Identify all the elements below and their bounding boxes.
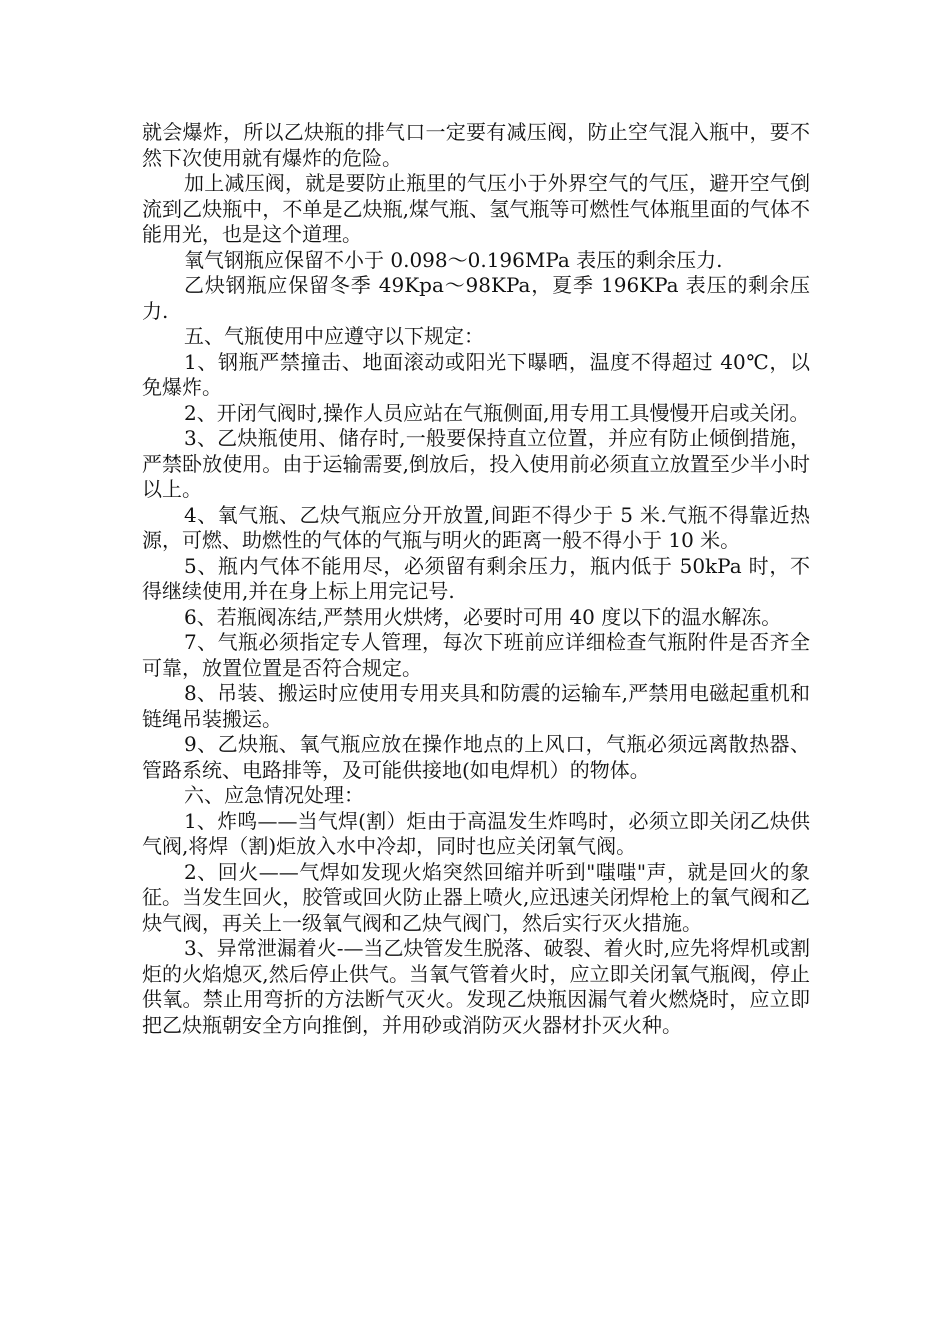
- rule-item-5: 5、瓶内气体不能用尽，必须留有剩余压力，瓶内低于 50kPa 时，不得继续使用,并在身上标上用完记号.: [142, 553, 810, 603]
- rule-item-7: 7、气瓶必须指定专人管理，每次下班前应详细检查气瓶附件是否齐全可靠，放置位置是否符合规定。: [142, 630, 810, 680]
- rule-item-3: 3、乙炔瓶使用、储存时,一般要保持直立位置，并应有防止倾倒措施，严禁卧放使用。由于运输需要,倒放后，投入使用前必须直立放置至少半小时以上。: [142, 426, 810, 501]
- rule-item-6: 6、若瓶阀冻结,严禁用火烘烤，必要时可用 40 度以下的温水解冻。: [184, 604, 782, 629]
- rule-item-1: 1、钢瓶严禁撞击、地面滚动或阳光下曝晒，温度不得超过 40℃，以免爆炸。: [142, 349, 810, 399]
- emergency-item-2: 2、回火——气焊如发现火焰突然回缩并听到"嗤嗤"声，就是回火的象征。当发生回火，胶管或回火防止器上喷火,应迅速关闭焊枪上的氧气阀和乙炔气阀，再关上一级氧气阀和乙炔气阀门，然后实行灭火措施。: [142, 859, 810, 935]
- paragraph-oxygen-residual: 氧气钢瓶应保留不小于 0.098～0.196MPa 表压的剩余压力.: [184, 247, 723, 272]
- section-heading-emergency: 六、应急情况处理：: [184, 783, 364, 807]
- paragraph-pressure-valve: 加上减压阀，就是要防止瓶里的气压小于外界空气的气压，避开空气倒流到乙炔瓶中，不单是乙炔瓶,煤气瓶、氢气瓶等可燃性气体瓶里面的气体不能用光，也是这个道理。: [142, 171, 810, 246]
- rule-item-9: 9、乙炔瓶、氧气瓶应放在操作地点的上风口，气瓶必须远离散热器、管路系统、电路排等，及可能供接地(如电焊机）的物体。: [142, 732, 810, 782]
- paragraph-acetylene-residual: 乙炔钢瓶应保留冬季 49Kpa～98KPa，夏季 196KPa 表压的剩余压力.: [142, 273, 810, 323]
- section-heading-usage-rules: 五、气瓶使用中应遵守以下规定：: [184, 324, 484, 348]
- rule-item-4: 4、氧气瓶、乙炔气瓶应分开放置,间距不得少于 5 米.气瓶不得靠近热源，可燃、助燃性的气体的气瓶与明火的距离一般不得小于 10 米。: [142, 502, 810, 552]
- paragraph-continuation: 就会爆炸，所以乙炔瓶的排气口一定要有减压阀，防止空气混入瓶中，要不然下次使用就有爆炸的危险。: [142, 120, 810, 170]
- rule-item-2: 2、开闭气阀时,操作人员应站在气瓶侧面,用专用工具慢慢开启或关闭。: [184, 400, 810, 425]
- emergency-item-3: 3、异常泄漏着火-—当乙炔管发生脱落、破裂、着火时,应先将焊机或割炬的火焰熄灭,然后停止供气。当氧气管着火时，应立即关闭氧气瓶阀，停止供氧。禁止用弯折的方法断气灭火。发现乙炔瓶因漏气着火燃烧时，应立即把乙炔瓶朝安全方向推倒，并用砂或消防灭火器材扑灭火种。: [142, 936, 810, 1037]
- document-body: [142, 120, 810, 1038]
- rule-item-8: 8、吊装、搬运时应使用专用夹具和防震的运输车,严禁用电磁起重机和链绳吊装搬运。: [142, 681, 810, 731]
- emergency-item-1: 1、炸鸣——当气焊(割）炬由于高温发生炸鸣时，必须立即关闭乙炔供气阀,将焊（割)炬放入水中冷却，同时也应关闭氧气阀。: [142, 808, 810, 858]
